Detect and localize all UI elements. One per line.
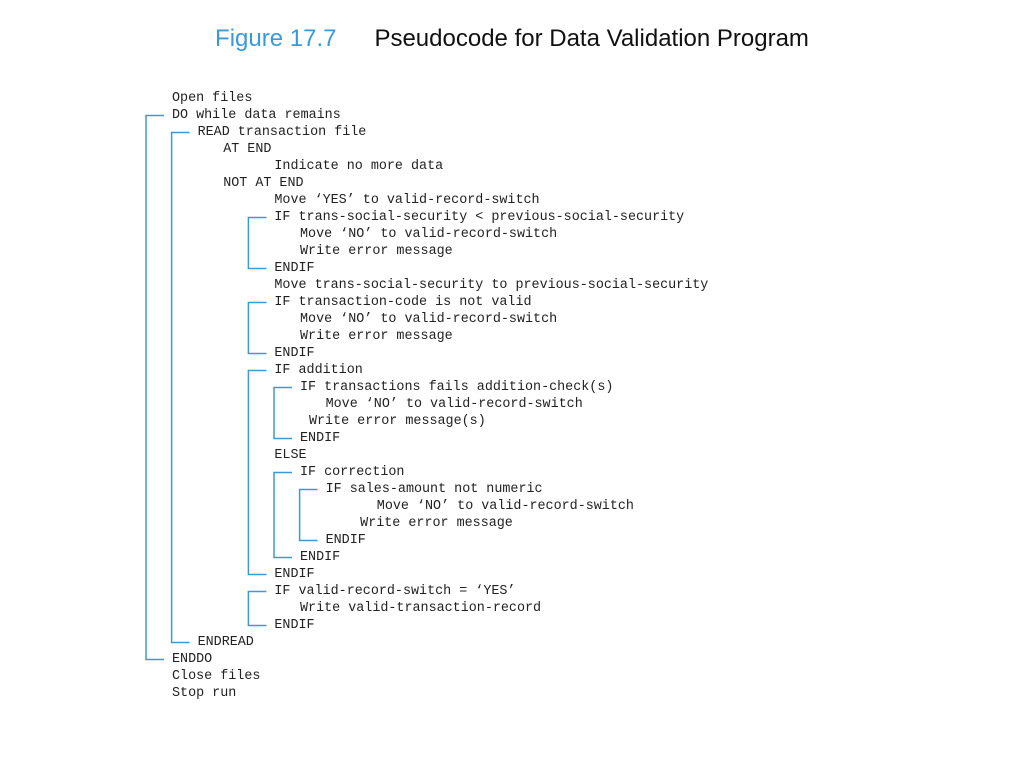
code-line: Move ‘NO’ to valid-record-switch <box>376 499 634 514</box>
code-line: IF valid-record-switch = ‘YES’ <box>274 584 516 599</box>
code-line: IF trans-social-security < previous-social-security <box>274 210 685 225</box>
code-line: Move ‘NO’ to valid-record-switch <box>300 312 558 327</box>
code-line: ENDIF <box>300 431 341 446</box>
code-line: Move trans-social-security to previous-social-security <box>274 278 709 293</box>
figure-label: Figure 17.7 <box>215 25 337 52</box>
code-line: Move ‘NO’ to valid-record-switch <box>325 397 583 412</box>
pseudocode-block <box>0 90 1024 710</box>
code-line: READ transaction file <box>197 125 367 140</box>
code-line: ELSE <box>274 448 307 463</box>
code-line: Open files <box>172 91 253 106</box>
code-line: IF addition <box>274 363 363 378</box>
code-line: IF transactions fails addition-check(s) <box>300 380 614 395</box>
code-line: ENDIF <box>274 618 315 633</box>
code-line: ENDIF <box>274 567 315 582</box>
code-line: Move ‘YES’ to valid-record-switch <box>274 193 540 208</box>
code-line: ENDDO <box>172 652 213 667</box>
code-line: ENDIF <box>325 533 366 548</box>
nesting-bracket <box>274 388 292 439</box>
code-line: ENDIF <box>300 550 341 565</box>
nesting-bracket <box>248 218 266 269</box>
nesting-bracket <box>172 133 190 643</box>
figure-heading <box>0 24 1024 54</box>
code-line: Write error message <box>300 329 453 344</box>
code-line: Close files <box>172 669 261 684</box>
code-line: Indicate no more data <box>274 159 444 174</box>
code-line: Write error message <box>300 244 453 259</box>
code-line: ENDIF <box>274 261 315 276</box>
code-line: ENDIF <box>274 346 315 361</box>
figure-title: Pseudocode for Data Validation Program <box>374 25 809 52</box>
nesting-bracket <box>248 303 266 354</box>
code-line: DO while data remains <box>172 108 341 123</box>
nesting-bracket <box>248 371 266 575</box>
nesting-bracket <box>248 592 266 626</box>
code-line: Stop run <box>172 686 237 701</box>
code-line: IF transaction-code is not valid <box>274 295 532 310</box>
code-line: Write valid-transaction-record <box>300 601 542 616</box>
code-line: NOT AT END <box>223 176 304 191</box>
nesting-bracket <box>274 473 292 558</box>
code-line: Write error message <box>360 516 513 531</box>
code-line: IF correction <box>300 465 405 480</box>
nesting-bracket <box>300 490 318 541</box>
nesting-bracket <box>146 116 164 660</box>
code-line: IF sales-amount not numeric <box>325 482 543 497</box>
code-line: ENDREAD <box>197 635 254 650</box>
code-line: AT END <box>223 142 272 157</box>
code-line: Move ‘NO’ to valid-record-switch <box>300 227 558 242</box>
code-line: Write error message(s) <box>308 414 486 429</box>
